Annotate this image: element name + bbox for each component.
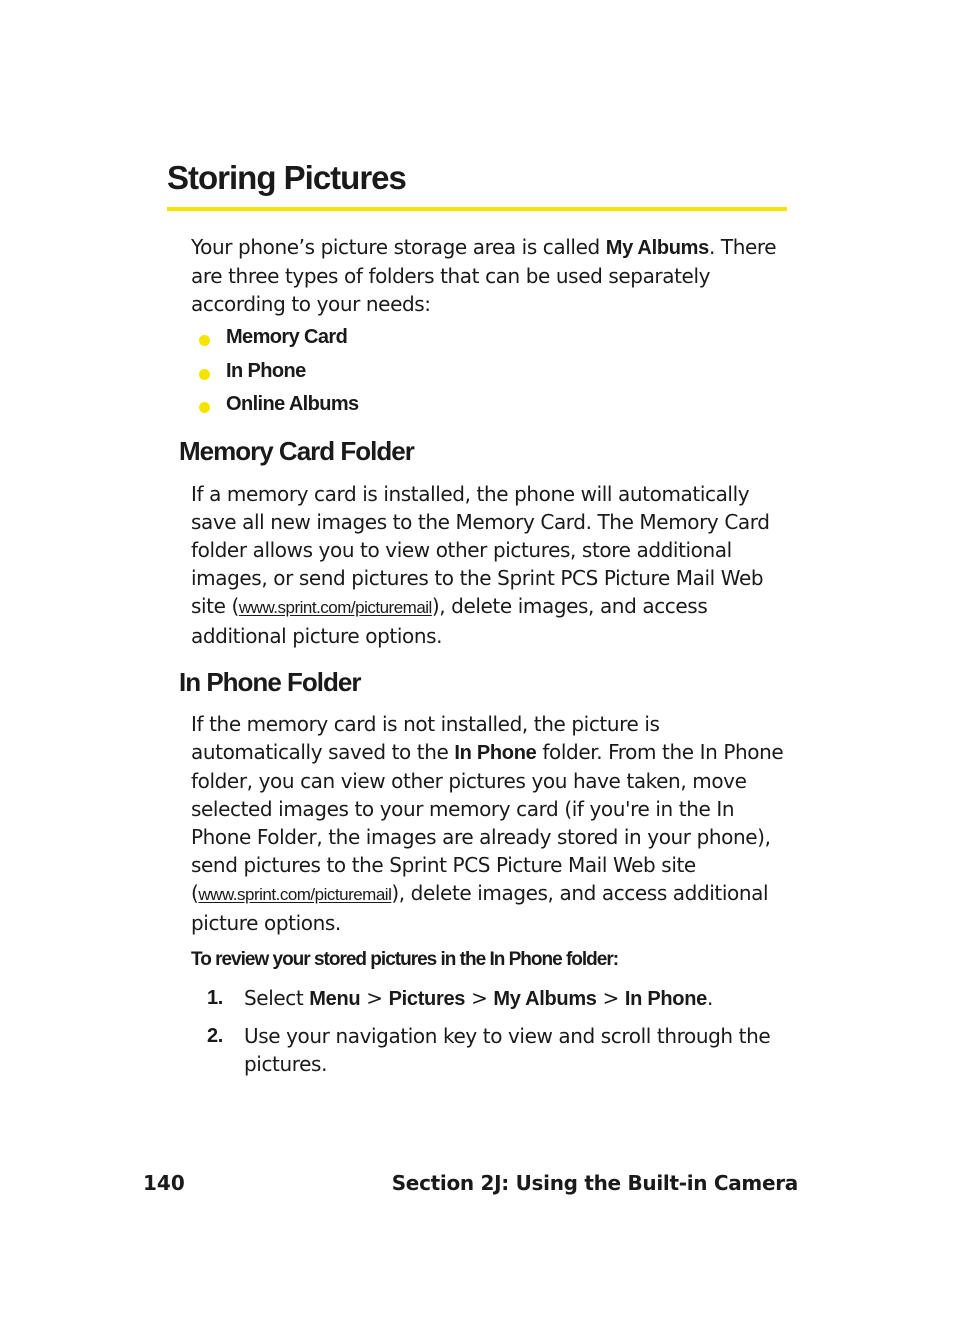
step-text: Use your navigation key to view and scroll through the pictures. bbox=[244, 1024, 771, 1076]
procedure-title: To review your stored pictures in the In Phone folder: bbox=[191, 949, 619, 970]
menu-term: Menu bbox=[309, 988, 361, 1010]
step-prefix: Select bbox=[244, 986, 310, 1010]
bullet-icon bbox=[199, 335, 210, 346]
folder-type-list bbox=[199, 322, 359, 423]
page-title: Storing Pictures bbox=[167, 159, 406, 196]
menu-separator: > bbox=[360, 986, 389, 1010]
section-title: Section 2J: Using the Built-in Camera bbox=[391, 1171, 798, 1195]
list-item bbox=[199, 356, 359, 390]
intro-text-after: . There are three types of folders that can be used separately according to your needs: bbox=[191, 235, 777, 316]
list-item bbox=[199, 322, 359, 356]
intro-paragraph bbox=[191, 233, 791, 318]
in-phone-heading: In Phone Folder bbox=[179, 667, 361, 697]
in-phone-term: In Phone bbox=[454, 742, 537, 764]
list-item-label: Memory Card bbox=[226, 326, 348, 348]
memory-card-text-end: ), delete images, and access additional picture options. bbox=[191, 594, 708, 648]
step-item bbox=[207, 984, 797, 1013]
step-suffix: . bbox=[706, 986, 713, 1010]
list-item-label: In Phone bbox=[226, 359, 306, 382]
my-albums-term: My Albums bbox=[493, 988, 597, 1010]
step-number: 2. bbox=[207, 1025, 223, 1047]
picture-mail-link[interactable]: www.sprint.com/picturemail bbox=[198, 885, 392, 904]
in-phone-text-mid: folder. From the In Phone folder, you can view other pictures you have taken, move selected images to your memory card (if you're in the In Phone Folder, the images are already stored in your phone), send pictures to the Sprint PCS Picture Mail Web site ( bbox=[191, 740, 784, 905]
in-phone-term: In Phone bbox=[624, 988, 707, 1010]
memory-card-text: If a memory card is installed, the phone will automatically save all new images to the Memory Card. The Memory Card folder allows you to view other pictures, store additional images, or send pictures to the Sprint PCS Picture Mail Web site ( bbox=[191, 482, 770, 618]
picture-mail-link[interactable]: www.sprint.com/picturemail bbox=[238, 598, 432, 617]
memory-card-paragraph bbox=[191, 480, 791, 650]
memory-card-heading: Memory Card Folder bbox=[179, 436, 414, 466]
menu-separator: > bbox=[596, 986, 625, 1010]
in-phone-paragraph bbox=[191, 710, 791, 937]
procedure-steps bbox=[207, 984, 797, 1087]
intro-text-before: Your phone’s picture storage area is called bbox=[191, 235, 606, 259]
page-number: 140 bbox=[143, 1171, 185, 1195]
menu-separator: > bbox=[465, 986, 494, 1010]
bullet-icon bbox=[199, 402, 210, 413]
my-albums-term: My Albums bbox=[605, 237, 709, 259]
bullet-icon bbox=[199, 369, 210, 380]
step-number: 1. bbox=[207, 987, 223, 1009]
list-item-label: Online Albums bbox=[226, 393, 359, 415]
step-item bbox=[207, 1022, 797, 1078]
in-phone-text: If the memory card is not installed, the picture is automatically saved to the bbox=[191, 712, 660, 764]
in-phone-text-end: ), delete images, and access additional picture options. bbox=[191, 881, 769, 935]
list-item bbox=[199, 389, 359, 423]
pictures-term: Pictures bbox=[388, 988, 466, 1010]
title-rule bbox=[167, 207, 787, 211]
